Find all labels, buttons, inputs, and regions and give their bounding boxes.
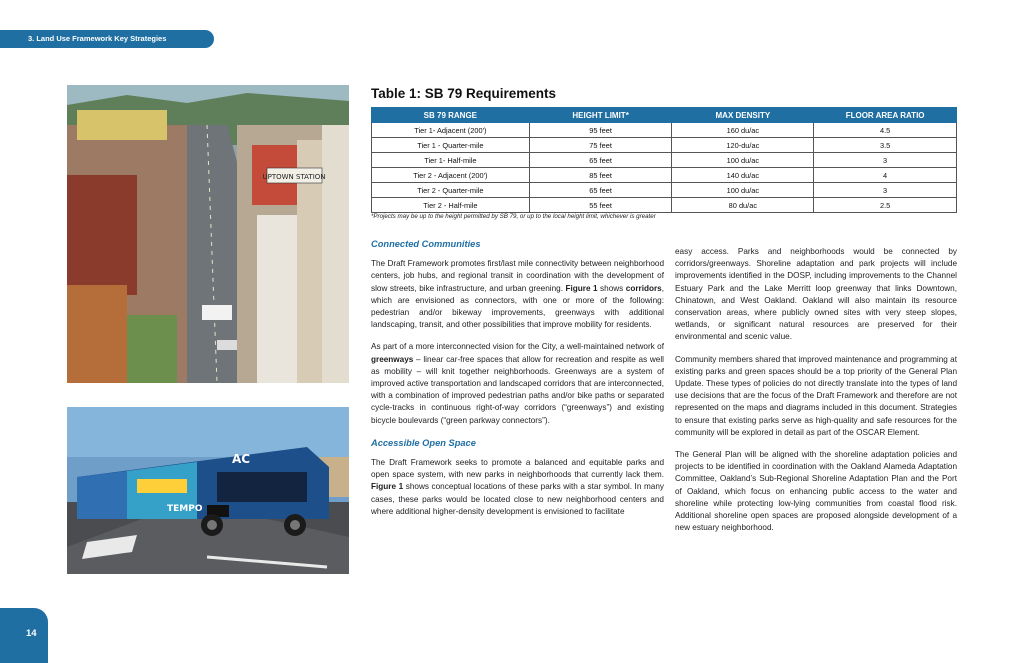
table-row xyxy=(372,183,957,198)
cell-density: 100 du/ac xyxy=(672,153,814,168)
sb79-requirements-table xyxy=(371,107,957,213)
table-header-row xyxy=(372,108,957,123)
cell-far: 3.5 xyxy=(814,138,957,153)
text-run: As part of a more interconnected vision for the City, a well-maintained network of xyxy=(371,342,664,352)
figure-reference: Figure 1 xyxy=(371,482,404,492)
right-paragraph-3: The General Plan will be aligned with the shoreline adaptation policies and projects to be identified in coordination with the Oakland Alameda Adaptation Committee, Oakland’s Sub-Regional Shoreline Adaptation Plan and the Port of Oakland, which focus on enhancing public access to the water and shoreline while protecting low-lying communities from coastal flood risk. Additional shoreline open spaces are proposed alongside development of a new estuary neighborhood. xyxy=(675,450,957,533)
table-row xyxy=(372,153,957,168)
cell-density: 80 du/ac xyxy=(672,198,814,213)
page-number-tab xyxy=(0,608,48,663)
heading-connected-communities: Connected Communities xyxy=(371,239,481,249)
table-title: Table 1: SB 79 Requirements xyxy=(371,86,557,101)
cell-range: Tier 1- Adjacent (200') xyxy=(372,123,530,138)
cell-range: Tier 1- Half-mile xyxy=(372,153,530,168)
right-text-column xyxy=(675,246,957,544)
text-run: , which are envisioned as connectors, with one or more of the following: pedestrian and/or bikeway improvements, greenways with additional landscaping, transit, and other possibilities that improve mobility for residents. xyxy=(371,283,664,330)
figure-reference: Figure 1 xyxy=(565,283,598,293)
bold-term-corridors: corridors xyxy=(625,283,662,293)
right-paragraph-2: Community members shared that improved maintenance and programming at existing parks and green spaces should be a top priority of the General Plan Update. These types of policies do not directly translate into the types of land use decisions that are the focus of the Draft Framework and therefore are not represented on the maps and diagrams included in this document. Strategies to ensure that existing parks serve as high-quality and safe resources for the community will be explored in detail as part of the OSCAR Element. xyxy=(675,354,957,437)
cell-far: 4 xyxy=(814,168,957,183)
cell-density: 160 du/ac xyxy=(672,123,814,138)
section-tab: 3. Land Use Framework Key Strategies xyxy=(0,30,214,48)
cell-height: 65 feet xyxy=(529,183,672,198)
cell-range: Tier 2 - Quarter-mile xyxy=(372,183,530,198)
uptown-station-sign: UPTOWN STATION xyxy=(262,173,326,181)
table-row xyxy=(372,168,957,183)
connected-paragraph-2 xyxy=(371,341,664,426)
bus-route-label: TEMPO xyxy=(167,504,203,514)
cell-height: 65 feet xyxy=(529,153,672,168)
table-row xyxy=(372,123,957,138)
table-row xyxy=(372,198,957,213)
photo-city-street xyxy=(67,85,349,383)
cell-density: 100 du/ac xyxy=(672,183,814,198)
page-number: 14 xyxy=(26,628,37,639)
cell-height: 55 feet xyxy=(529,198,672,213)
right-paragraph-1: easy access. Parks and neighborhoods would be connected by corridors/greenways. Shoreline adaptation and park projects will include improvements identified in the DOSP, including improvements to the Channel Estuary Park and the Lake Merritt loop greenway that links Downtown, Chinatown, and West Oakland. Oakland will also maintain its resource conservation areas, where publicly owned sites with very steep slopes, wetlands, or significant natural resources are preserved for their environmental and scenic value. xyxy=(675,247,957,342)
cell-range: Tier 1 - Quarter-mile xyxy=(372,138,530,153)
text-run: The Draft Framework promotes first/last mile connectivity between neighborhood centers, job hubs, and regional transit in coordination with the development of slow streets, bike infrastructure, and urban greening. xyxy=(371,259,664,293)
text-run: – linear car-free spaces that allow for recreation and respite as well as mobility – will knit together neighborhoods. Greenways are a system of improved active transportation and landscaped corridors that are interconnected, with a combination of improved pedestrian paths and/or bike paths or separated cycle-tracks in continuous right-of-way corridors (“greenways”) and existing bicycle boulevards (“green parkway connectors”). xyxy=(371,354,664,425)
header-density: MAX DENSITY xyxy=(672,108,814,123)
cell-far: 3 xyxy=(814,183,957,198)
cell-far: 2.5 xyxy=(814,198,957,213)
text-run: shows xyxy=(597,283,626,293)
table-footnote: *Projects may be up to the height permitted by SB 79, or up to the local height limit, whichever is greater xyxy=(371,213,656,220)
header-height: HEIGHT LIMIT* xyxy=(529,108,672,123)
cell-far: 4.5 xyxy=(814,123,957,138)
header-range: SB 79 RANGE xyxy=(372,108,530,123)
cell-height: 95 feet xyxy=(529,123,672,138)
table-row xyxy=(372,138,957,153)
cell-height: 85 feet xyxy=(529,168,672,183)
cell-range: Tier 2 - Adjacent (200') xyxy=(372,168,530,183)
text-run: shows conceptual locations of these parks with a star symbol. In many cases, these parks would be located close to new neighborhood centers and where additional higher-density development is envisioned to facilitate xyxy=(371,482,664,516)
header-far: FLOOR AREA RATIO xyxy=(814,108,957,123)
photo-bus xyxy=(67,407,349,574)
heading-accessible-open-space: Accessible Open Space xyxy=(371,437,476,448)
cell-height: 75 feet xyxy=(529,138,672,153)
cell-far: 3 xyxy=(814,153,957,168)
left-text-column xyxy=(371,238,664,528)
cell-range: Tier 2 - Half-mile xyxy=(372,198,530,213)
cell-density: 120-du/ac xyxy=(672,138,814,153)
bold-term-greenways: greenways xyxy=(371,354,414,364)
open-space-paragraph-1 xyxy=(371,457,664,518)
connected-paragraph-1 xyxy=(371,258,664,331)
bus-logo: AC xyxy=(232,452,251,466)
cell-density: 140 du/ac xyxy=(672,168,814,183)
text-run: The Draft Framework seeks to promote a balanced and equitable parks and open space system, with new parks in neighborhoods that currently lack them. xyxy=(371,458,664,480)
